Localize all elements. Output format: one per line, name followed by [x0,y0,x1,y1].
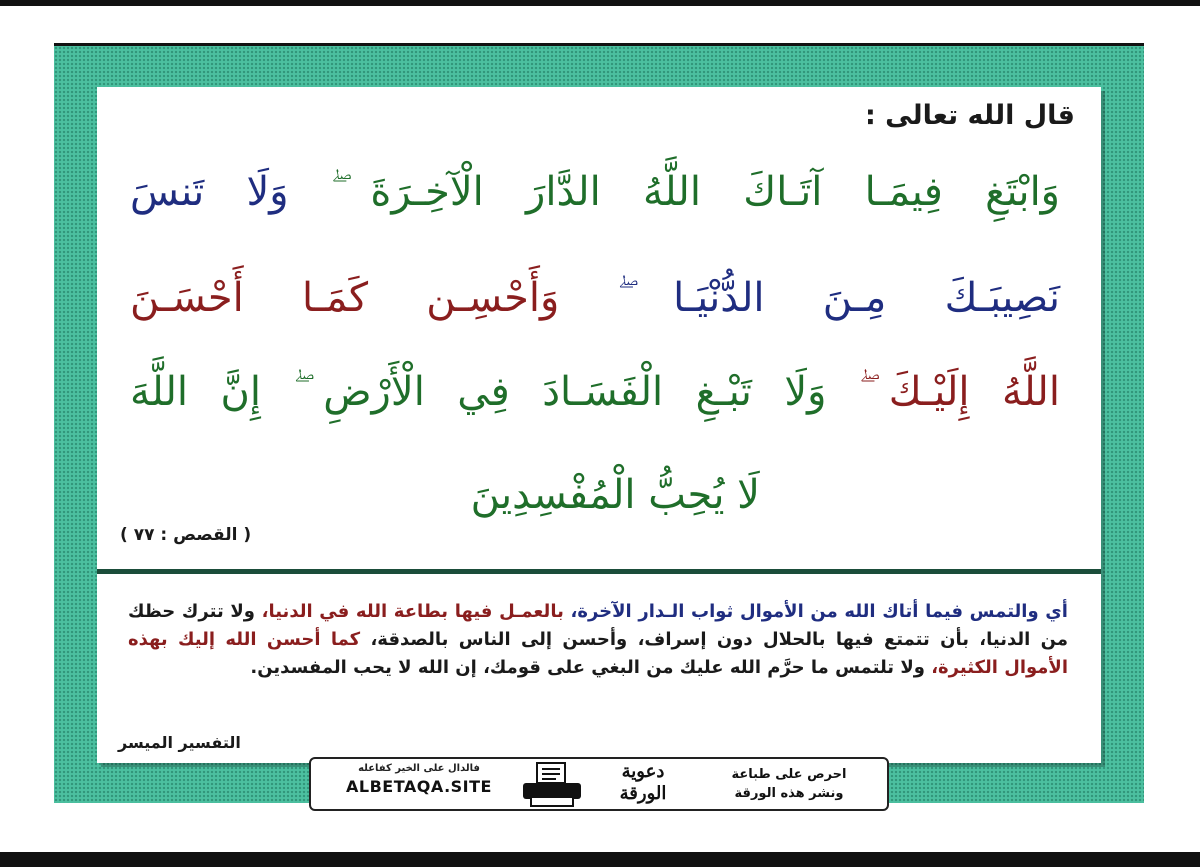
print-note-line-2: ونشر هذه الورقة [734,786,844,801]
bottom-border [0,852,1200,867]
tafsir-source: التفسير الميسر [118,733,241,752]
intro-heading: قال الله تعالى : [864,100,1075,131]
tafsir-segment: ولا تلتمس ما حرَّم الله عليك من البغي على قومك، إن الله لا يحب المفسدين. [250,657,932,678]
verse-line-3 [130,362,1060,422]
verse-reference: ( القصص : ٧٧ ) [120,525,252,545]
tafsir-segment: ولا تترك حظك من الدنيا، بأن تتمتع فيها بالحلال دون إسراف، وأحسن إلى الناس بالصدقة، [128,601,1068,650]
daawa-logo [606,761,680,809]
print-note-line-1: احرص على طباعة [731,767,847,782]
printer-icon [517,761,587,809]
verse-segment: وَلَا تَبْـغِ الْفَسَـادَ فِي الْأَرْضِ ۖ [293,369,859,415]
logo-line-1: دعوية [621,761,665,782]
footer-site-block [329,763,509,807]
footer-banner [309,757,889,811]
verse-segment: إِنَّ اللَّهَ [130,369,294,415]
top-border [0,0,1200,6]
tafsir-segment: كما أحسن الله إليك بهذه الأموال الكثيرة، [128,629,1068,678]
verse-segment: وَابْتَغِ فِيمَـا آتَـاكَ اللَّهُ الدَّارَ الْآخِـرَةَ ۖ [330,169,1060,215]
section-divider [97,569,1101,574]
footer-print-note [709,765,869,803]
verse-segment: نَصِيبَـكَ مِـنَ الدُّنْيَـا ۖ [617,275,1060,321]
verse-segment: وَأَحْسِـن كَمَـا أَحْسَـنَ [130,275,618,321]
verse-line-2 [130,268,1060,328]
tafsir-segment: أي والتمس فيما أتاك الله من الأموال ثواب الـدار الآخرة، [570,601,1068,622]
tafsir-segment: بالعمـل فيها بطاعة الله في الدنيا، [261,601,571,622]
verse-line-1 [130,162,1060,222]
tafsir-text [128,598,1068,682]
logo-line-2: الورقة [619,783,667,804]
verse-segment: اللَّهُ إِلَيْـكَ ۖ [858,369,1060,415]
site-link[interactable]: ALBETAQA.SITE [346,777,492,796]
verse-segment: لَا يُحِبُّ الْمُفْسِدِينَ [470,472,760,518]
verse-segment: وَلَا تَنسَ [130,169,331,215]
footer-slogan: فالدال على الخير كفاعله [358,763,480,774]
verse-line-4 [471,465,760,525]
